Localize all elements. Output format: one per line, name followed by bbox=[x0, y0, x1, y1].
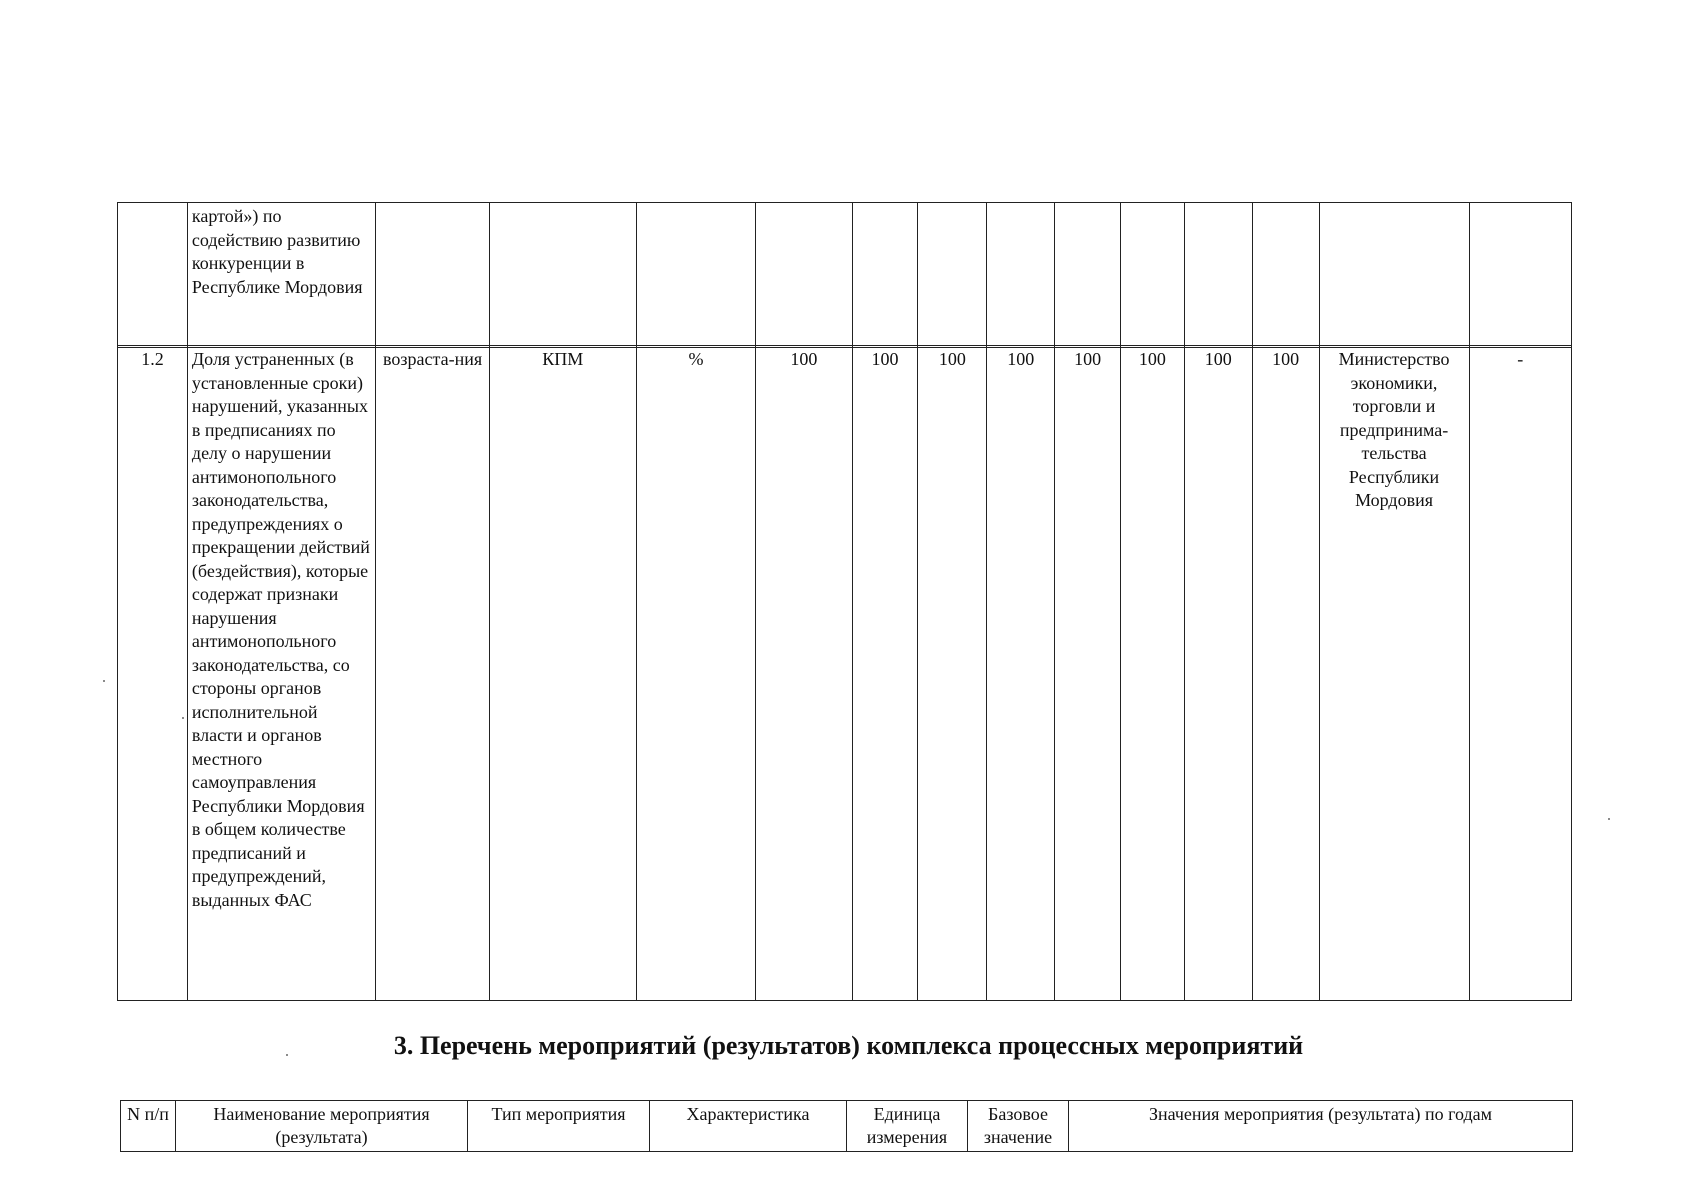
header-characteristic: Характеристика bbox=[650, 1101, 847, 1152]
header-unit: Единица измерения bbox=[847, 1101, 968, 1152]
cell-value: 100 bbox=[852, 346, 918, 1001]
scan-speck bbox=[1608, 818, 1610, 820]
cell-responsible: Министерство экономики, торговли и предпринима-тельства Республики Мордовия bbox=[1319, 346, 1469, 1001]
scan-speck bbox=[103, 680, 105, 682]
scan-speck bbox=[182, 717, 184, 719]
cell-link: - bbox=[1469, 346, 1571, 1001]
section-heading: 3. Перечень мероприятий (результатов) комплекса процессных мероприятий bbox=[393, 1031, 1304, 1060]
cell-value: 100 bbox=[987, 346, 1055, 1001]
cell-number bbox=[118, 203, 188, 348]
cell-value: 100 bbox=[1055, 346, 1121, 1001]
cell-value: 100 bbox=[1184, 346, 1252, 1001]
cell-level: КПМ bbox=[489, 346, 636, 1001]
cell-value: 100 bbox=[918, 346, 987, 1001]
indicators-table bbox=[117, 345, 1572, 1001]
header-values-by-year: Значения мероприятия (результата) по годам bbox=[1069, 1101, 1573, 1152]
cell-unit: % bbox=[636, 346, 756, 1001]
header-type: Тип мероприятия bbox=[468, 1101, 650, 1152]
cell-value: 100 bbox=[756, 346, 852, 1001]
activities-table bbox=[120, 1100, 1573, 1152]
header-number: N п/п bbox=[121, 1101, 176, 1152]
table-row bbox=[118, 203, 1572, 348]
cell-number: 1.2 bbox=[118, 346, 188, 1001]
cell-value: 100 bbox=[1121, 346, 1185, 1001]
cell-name: картой») по содействию развитию конкуренции в Республике Мордовия bbox=[187, 203, 375, 348]
scan-speck bbox=[286, 1054, 288, 1056]
header-name: Наименование мероприятия (результата) bbox=[176, 1101, 468, 1152]
cell-direction: возраста-ния bbox=[376, 346, 489, 1001]
cell-value: 100 bbox=[1252, 346, 1319, 1001]
indicators-table-continuation bbox=[117, 202, 1572, 348]
table-header-row bbox=[121, 1101, 1573, 1152]
header-base-value: Базовое значение bbox=[968, 1101, 1069, 1152]
cell-name: Доля устраненных (в установленные сроки) нарушений, указанных в предписаниях по делу о нарушении антимонопольного законодательства, предупреждениях о прекращении действий (бездействия), которые содержат признаки нарушения антимонопольного законодательства, со стороны органов исполнительной власти и органов местного самоуправления Республики Мордовия в общем количестве предписаний и предупреждений, выданных ФАС bbox=[187, 346, 375, 1001]
table-row bbox=[118, 346, 1572, 1001]
